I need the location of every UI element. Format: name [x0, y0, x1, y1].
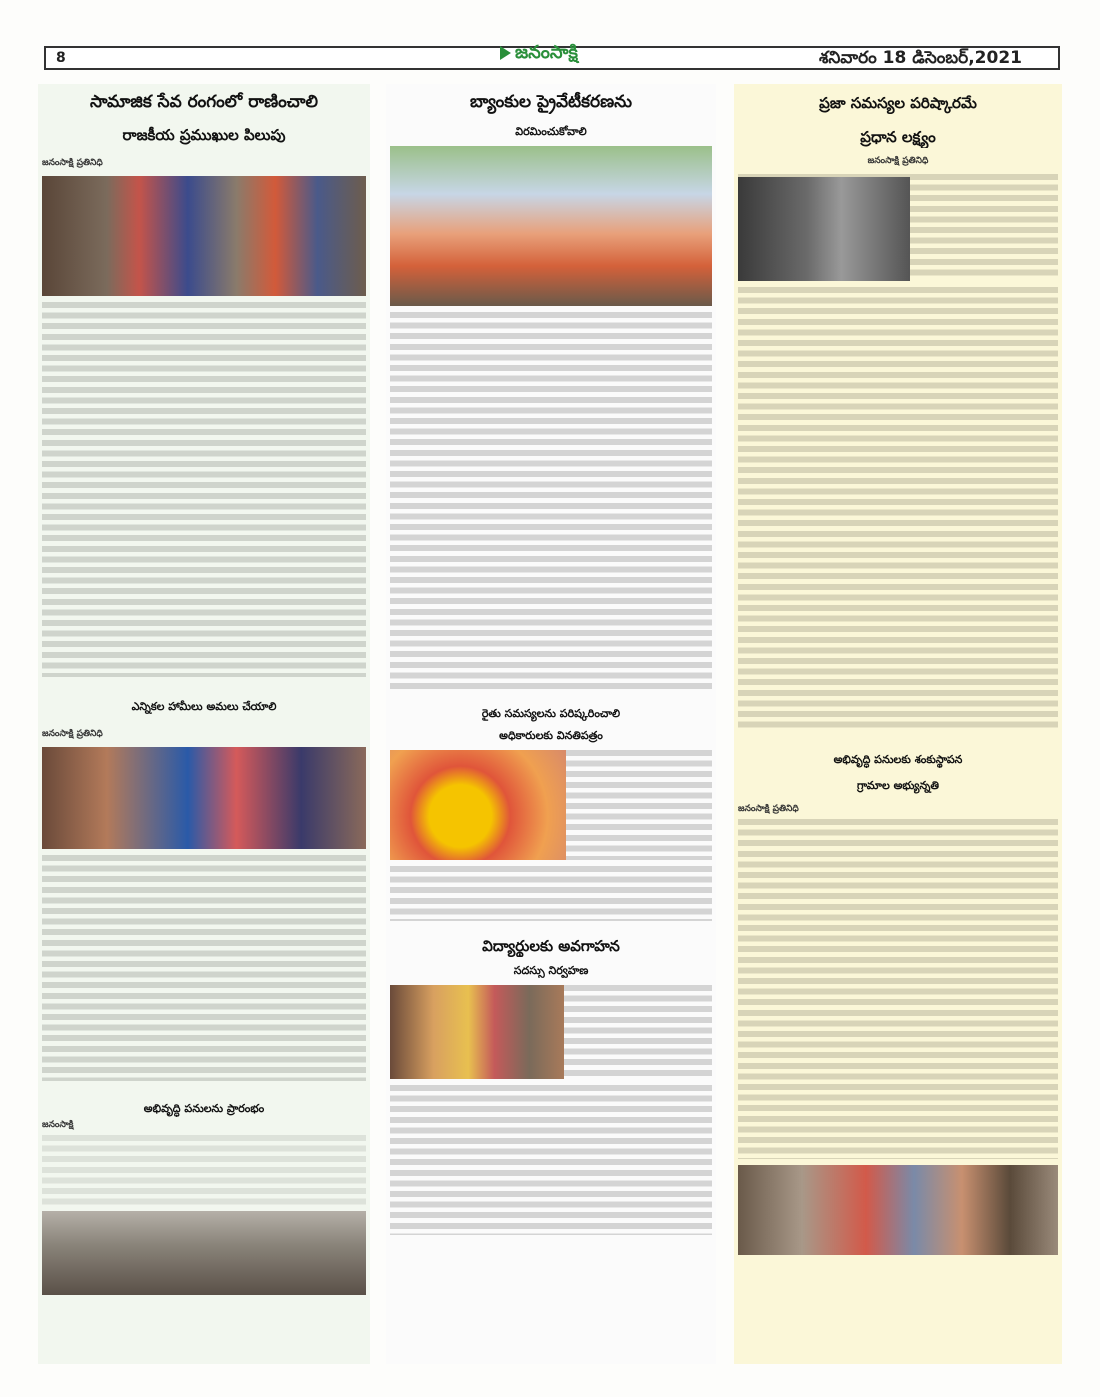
article: [42, 90, 366, 677]
article-body-cont: [390, 866, 712, 921]
logo-text: జనంసాక్షి: [515, 42, 578, 63]
article-body-cont: [390, 1085, 712, 1235]
right-column: [734, 84, 1062, 1364]
newspaper-logo: [500, 42, 578, 67]
article: [42, 699, 366, 1081]
article-headline: బ్యాంకుల ప్రైవేటీకరణను: [470, 92, 632, 112]
article: [738, 92, 1058, 732]
article-subheadline: రాజకీయ ప్రముఖుల పిలుపు: [122, 126, 286, 144]
article-headline: అభివృద్ధి పనులను ప్రారంభం: [143, 1102, 265, 1115]
article-body: [42, 302, 366, 677]
article-dateline: జనంసాక్షి ప్రతినిధి: [867, 156, 929, 166]
news-photo: [390, 146, 712, 306]
issue-date: శనివారం 18 డిసెంబర్,2021: [818, 48, 1022, 68]
news-photo: [738, 1165, 1058, 1255]
article-subheadline: విరమించుకోవాలి: [515, 125, 587, 138]
news-photo: [42, 747, 366, 849]
article-headline: ప్రజా సమస్యల పరిష్కారమే: [819, 94, 977, 112]
middle-column: [386, 84, 716, 1364]
article-headline: విద్యార్థులకు అవగాహన: [482, 937, 620, 955]
article-subheadline: అధికారులకు వినతిపత్రం: [499, 729, 603, 742]
article-dateline: జనంసాక్షి ప్రతినిధి: [738, 804, 799, 814]
news-photo: [390, 750, 566, 860]
article-headline: రైతు సమస్యలను పరిష్కరించాలి: [481, 707, 621, 720]
article: [390, 706, 712, 921]
news-photo: [42, 1211, 366, 1295]
article-body: [390, 312, 712, 692]
article-subheadline: సదస్సు నిర్వహణ: [513, 964, 589, 977]
article-body: [738, 819, 1058, 1159]
article-headline: ఎన్నికల హామీలు అమలు చేయాలి: [131, 700, 277, 713]
news-photo: [390, 985, 564, 1079]
article-body: [42, 1135, 366, 1205]
article-dateline: జనంసాక్షి ప్రతినిధి: [42, 729, 103, 739]
article-headline: అభివృద్ధి పనులకు శంకుస్థాపన: [833, 753, 963, 766]
left-column: [38, 84, 370, 1364]
article-body-cont: [738, 287, 1058, 732]
logo-arrow-icon: [500, 46, 511, 60]
article-subheadline: గ్రామాల అభ్యున్నతి: [857, 779, 939, 792]
article-headline: సామాజిక సేవ రంగంలో రాణించాలి: [89, 92, 319, 112]
news-photo: [738, 177, 910, 281]
masthead: [44, 42, 1060, 70]
article-dateline: జనంసాక్షి ప్రతినిధి: [42, 158, 103, 168]
article: [390, 935, 712, 1235]
news-photo: [42, 176, 366, 296]
article-dateline: జనంసాక్షి: [42, 1120, 74, 1130]
article: [390, 90, 712, 692]
page-number: 8: [56, 50, 66, 66]
article-body: [42, 855, 366, 1081]
article-subheadline: ప్రధాన లక్ష్యం: [860, 128, 936, 146]
article: [42, 1101, 366, 1295]
article: [738, 752, 1058, 1255]
